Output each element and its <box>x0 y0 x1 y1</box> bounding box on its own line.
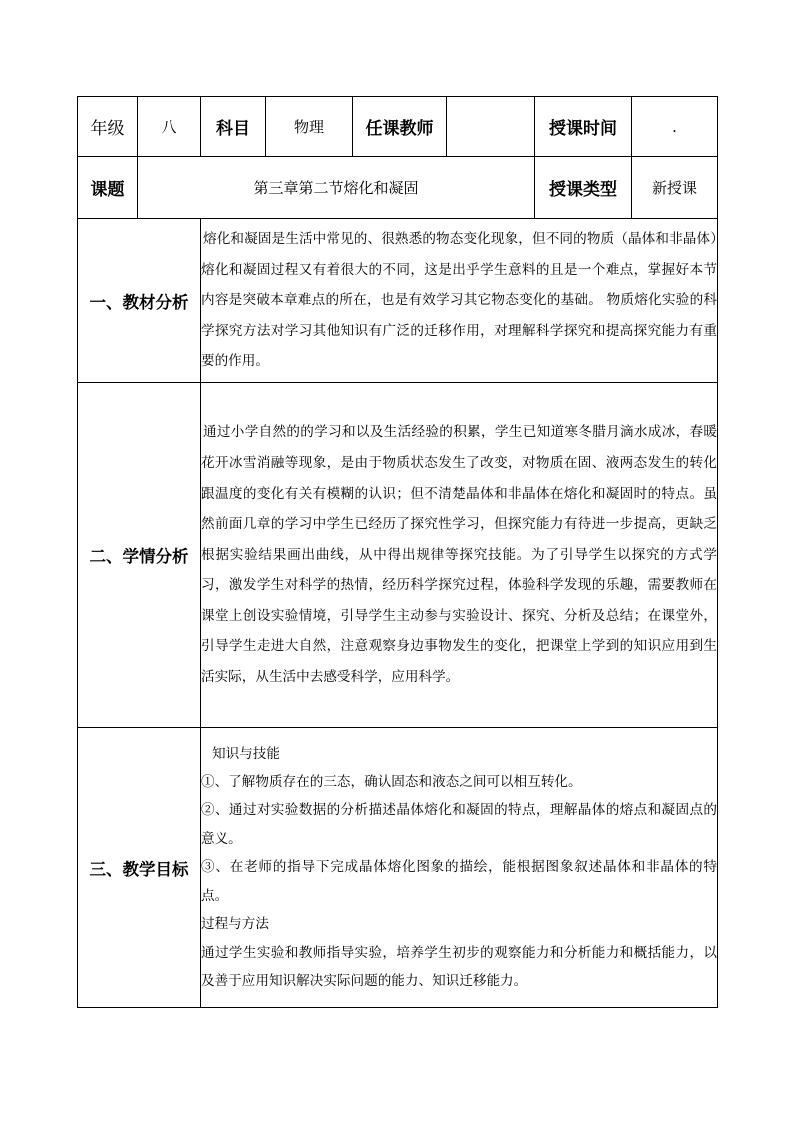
materials-text: 熔化和凝固是生活中常见的、很熟悉的物态变化现象，但不同的物质（晶体和非晶体）熔化和凝固过程又有着很大的不同，这是出乎学生意料的且是一个难点，掌握好本节内容是突破本章难点的所在，也是有效学习其它物态变化的基础。 物质熔化实验的科学探究方法对学习其他知识有广泛的迁移作用，对理解科学探究和提高探究能力有重要的作用。 <box>201 231 717 370</box>
knowledge-heading: 知识与技能 <box>212 745 280 762</box>
goal-item-2: ②、通过对实验数据的分析描述晶体熔化和凝固的特点，理解晶体的熔点和凝固点的意义。 <box>201 802 717 847</box>
grade-label: 年级 <box>78 97 138 157</box>
topic-value: 第三章第二节熔化和凝固 <box>138 157 535 219</box>
lesson-plan-table <box>77 96 718 1008</box>
materials-row <box>78 219 718 383</box>
type-label: 授课类型 <box>535 157 632 219</box>
subject-value: 物理 <box>266 97 353 157</box>
type-value: 新授课 <box>632 157 718 219</box>
teacher-label: 任课教师 <box>353 97 447 157</box>
materials-text-cell <box>201 219 718 383</box>
students-label: 二、学情分析 <box>78 383 201 728</box>
time-value: . <box>632 97 718 157</box>
topic-row <box>78 157 718 219</box>
header-row <box>78 97 718 157</box>
process-heading: 过程与方法 <box>201 916 269 933</box>
subject-label: 科目 <box>201 97 266 157</box>
time-label: 授课时间 <box>535 97 632 157</box>
goal-item-3: ③、在老师的指导下完成晶体熔化图象的描绘，能根据图象叙述晶体和非晶体的特点。 <box>201 859 717 904</box>
topic-label: 课题 <box>78 157 138 219</box>
goal-item-1: ①、了解物质存在的三态，确认固态和液态之间可以相互转化。 <box>201 774 582 791</box>
students-row <box>78 383 718 728</box>
students-text: 通过小学自然的的学习和以及生活经验的积累，学生已知道寒冬腊月滴水成冰，春暖花开冰雪消融等现象，是由于物质状态发生了改变，对物质在固、液两态发生的转化跟温度的变化有关有模糊的认识；但不清楚晶体和非晶体在熔化和凝固时的特点。虽然前面几章的学习中学生已经历了探究性学习，但探究能力有待进一步提高，更缺乏根据实验结果画出曲线，从中得出规律等探究技能。为了引导学生以探究的方式学习，激发学生对科学的热情，经历科学探究过程，体验科学发现的乐趣，需要教师在课堂上创设实验情境，引导学生主动参与实验设计、探究、分析及总结；在课堂外，引导学生走进大自然，注意观察身边事物发生的变化，把课堂上学到的知识应用到生活实际，从生活中去感受科学，应用科学。 <box>201 424 717 686</box>
students-text-cell <box>201 383 718 728</box>
goals-text-cell <box>201 728 718 1008</box>
materials-label: 一、教材分析 <box>78 219 201 383</box>
teacher-value <box>447 97 535 157</box>
goals-row <box>78 728 718 1008</box>
grade-value: 八 <box>138 97 201 157</box>
goals-label: 三、教学目标 <box>78 728 201 1008</box>
process-text: 通过学生实验和教师指导实验，培养学生初步的观察能力和分析能力和概括能力，以及善于应用知识解决实际问题的能力、知识迁移能力。 <box>201 944 717 989</box>
